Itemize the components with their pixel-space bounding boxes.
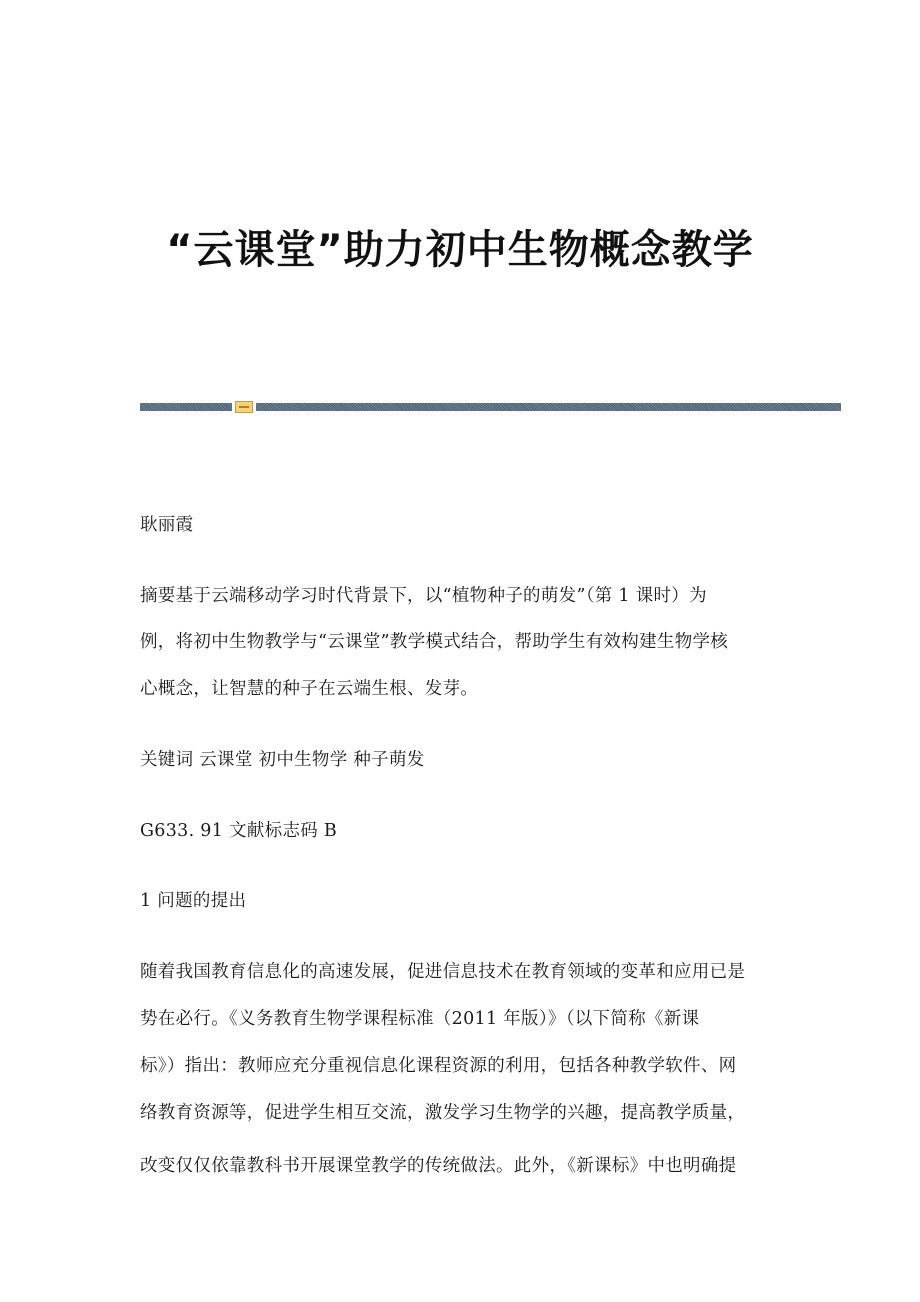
abstract-line: 心概念，让智慧的种子在云端生根、发芽。 bbox=[140, 679, 479, 699]
title-divider-left bbox=[140, 403, 232, 411]
abstract-line: 摘要基于云端移动学习时代背景下，以“植物种子的萌发”（第 1 课时）为 bbox=[140, 586, 707, 606]
body-line: 络教育资源等，促进学生相互交流，激发学习生物学的兴趣，提高教学质量， bbox=[140, 1103, 746, 1123]
title-divider-right bbox=[256, 403, 841, 411]
body-line: 随着我国教育信息化的高速发展，促进信息技术在教育领域的变革和应用已是 bbox=[140, 962, 746, 982]
abstract-line: 例，将初中生物教学与“云课堂”教学模式结合，帮助学生有效构建生物学核 bbox=[140, 632, 729, 652]
classification-code: G633. 91 文献标志码 B bbox=[140, 821, 338, 841]
section-heading: 1 问题的提出 bbox=[140, 891, 247, 911]
body-line: 改变仅仅依靠教科书开展课堂教学的传统做法。此外，《新课标》中也明确提 bbox=[140, 1156, 737, 1176]
body-line: 势在必行。《义务教育生物学课程标准（2011 年版）》（以下简称《新课 bbox=[140, 1009, 700, 1029]
author: 耿丽霞 bbox=[140, 515, 194, 535]
divider-emblem-icon bbox=[235, 401, 253, 413]
page-title: “云课堂”助力初中生物概念教学 bbox=[166, 227, 754, 273]
keywords: 关键词 云课堂 初中生物学 种子萌发 bbox=[140, 750, 425, 770]
body-line: 标》）指出：教师应充分重视信息化课程资源的利用，包括各种教学软件、网 bbox=[140, 1056, 737, 1076]
